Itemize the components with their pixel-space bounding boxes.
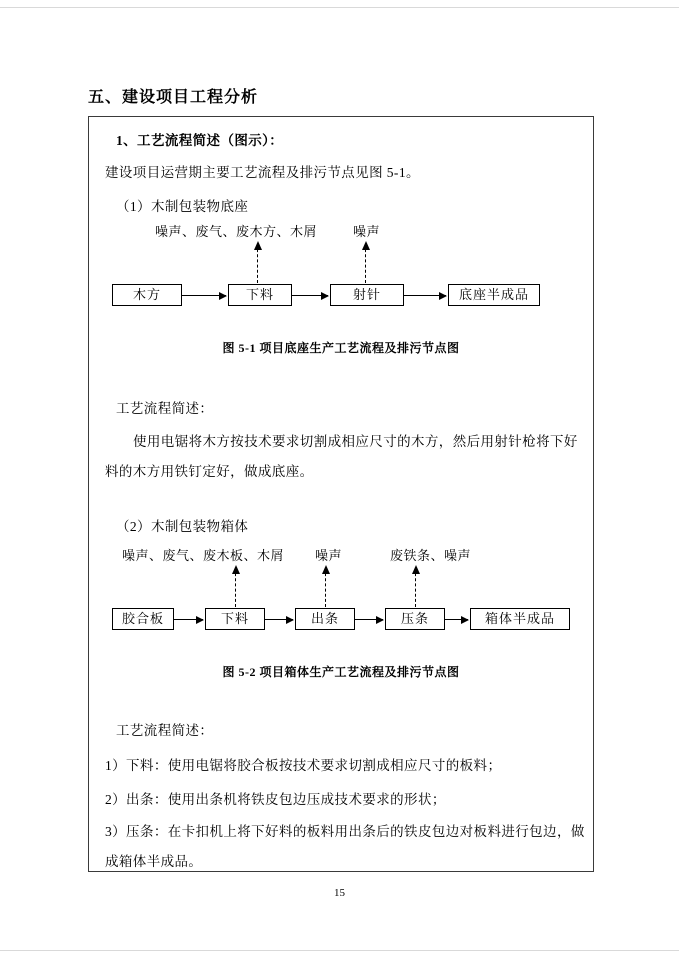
flow-step-pressing: 压条 bbox=[385, 608, 445, 630]
flow-step-nailing: 射针 bbox=[330, 284, 404, 306]
page-number: 15 bbox=[334, 887, 345, 899]
part2-item-1: 1）下料：使用电锯将胶合板按技术要求切割成相应尺寸的板料； bbox=[105, 758, 502, 773]
boxbody-emission-label-3: 废铁条、噪声 bbox=[390, 548, 472, 563]
flow-step-cutting2: 下料 bbox=[205, 608, 265, 630]
figure-caption-5-2: 图 5-2 项目箱体生产工艺流程及排污节点图 bbox=[222, 665, 460, 679]
right-arrow-icon bbox=[404, 295, 446, 296]
section-title: 五、建设项目工程分析 bbox=[88, 89, 259, 106]
flow-step-wood: 木方 bbox=[112, 284, 182, 306]
right-arrow-icon bbox=[265, 619, 293, 620]
page-edge-bottom bbox=[0, 950, 679, 951]
dashed-up-arrow-icon bbox=[365, 244, 366, 283]
content-frame bbox=[88, 116, 594, 872]
flow-step-cutting: 下料 bbox=[228, 284, 292, 306]
right-arrow-icon bbox=[174, 619, 203, 620]
dashed-up-arrow-icon bbox=[415, 568, 416, 607]
dashed-up-arrow-icon bbox=[235, 568, 236, 607]
part2-item-3: 3）压条：在卡扣机上将下好料的板料用出条后的铁皮包边对板料进行包边，做成箱体半成品。 bbox=[105, 824, 585, 869]
figure-caption-5-1: 图 5-1 项目底座生产工艺流程及排污节点图 bbox=[222, 341, 460, 355]
flow-step-box-product: 箱体半成品 bbox=[470, 608, 570, 630]
base-emission-label-2: 噪声 bbox=[353, 224, 381, 239]
flow-step-strip: 出条 bbox=[295, 608, 355, 630]
process-heading: 1、工艺流程简述（图示）： bbox=[116, 133, 284, 148]
intro-text: 建设项目运营期主要工艺流程及排污节点见图 5-1。 bbox=[105, 165, 420, 180]
right-arrow-icon bbox=[445, 619, 468, 620]
boxbody-emission-label-2: 噪声 bbox=[315, 548, 343, 563]
part1-desc: 使用电锯将木方按技术要求切割成相应尺寸的木方，然后用射针枪将下好料的木方用铁钉定好，做成底座。 bbox=[105, 434, 578, 479]
right-arrow-icon bbox=[355, 619, 383, 620]
part1-desc-label: 工艺流程简述： bbox=[116, 401, 214, 416]
right-arrow-icon bbox=[182, 295, 226, 296]
flow-step-plywood: 胶合板 bbox=[112, 608, 174, 630]
page-edge-top bbox=[0, 7, 679, 8]
dashed-up-arrow-icon bbox=[257, 244, 258, 283]
right-arrow-icon bbox=[292, 295, 328, 296]
part2-item-2: 2）出条：使用出条机将铁皮包边压成技术要求的形状； bbox=[105, 792, 446, 807]
boxbody-emission-label-1: 噪声、废气、废木板、木屑 bbox=[122, 548, 285, 563]
base-emission-label-1: 噪声、废气、废木方、木屑 bbox=[155, 224, 318, 239]
dashed-up-arrow-icon bbox=[325, 568, 326, 607]
part2-subtitle: （2）木制包装物箱体 bbox=[116, 519, 249, 534]
part2-desc-label: 工艺流程简述： bbox=[116, 723, 214, 738]
part1-subtitle: （1）木制包装物底座 bbox=[116, 199, 249, 214]
flow-step-base-product: 底座半成品 bbox=[448, 284, 540, 306]
